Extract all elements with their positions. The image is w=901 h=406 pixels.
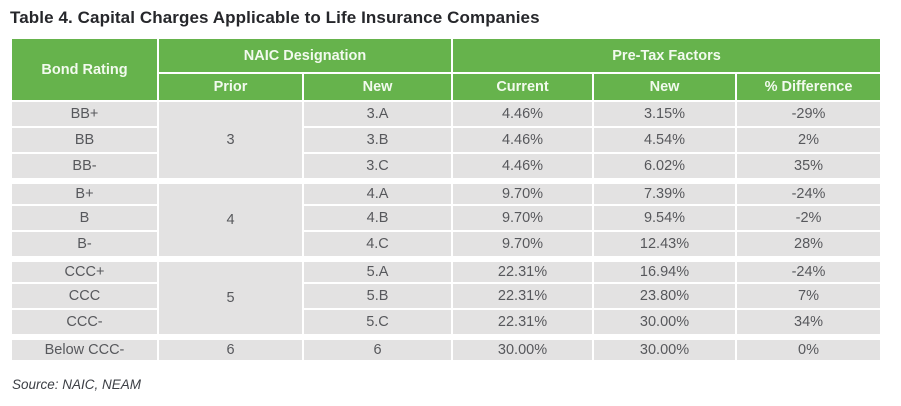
prior-designation-cell: 6: [159, 336, 302, 360]
table-body: [12, 102, 880, 360]
table-row: [12, 206, 880, 230]
naic-new-header: New: [304, 74, 451, 100]
pct-difference-cell: -24%: [737, 258, 880, 282]
bond-rating-cell: B: [12, 206, 157, 230]
new-factor-cell: 16.94%: [594, 258, 735, 282]
table-row: [12, 180, 880, 204]
current-header: Current: [453, 74, 592, 100]
capital-charges-table: [10, 37, 882, 362]
current-factor-cell: 9.70%: [453, 232, 592, 256]
prior-designation-cell: 5: [159, 258, 302, 334]
new-factor-cell: 30.00%: [594, 336, 735, 360]
pct-difference-header: % Difference: [737, 74, 880, 100]
naic-designation-header: NAIC Designation: [159, 39, 451, 72]
pct-difference-cell: 28%: [737, 232, 880, 256]
new-factor-cell: 23.80%: [594, 284, 735, 308]
table-row: [12, 154, 880, 178]
new-designation-cell: 3.C: [304, 154, 451, 178]
new-factor-cell: 3.15%: [594, 102, 735, 126]
pct-difference-cell: 34%: [737, 310, 880, 334]
current-factor-cell: 4.46%: [453, 102, 592, 126]
bond-rating-cell: CCC-: [12, 310, 157, 334]
current-factor-cell: 22.31%: [453, 258, 592, 282]
bond-rating-cell: B-: [12, 232, 157, 256]
new-designation-cell: 4.A: [304, 180, 451, 204]
bond-rating-cell: CCC+: [12, 258, 157, 282]
bond-rating-header: Bond Rating: [12, 39, 157, 100]
new-factor-header: New: [594, 74, 735, 100]
new-factor-cell: 12.43%: [594, 232, 735, 256]
new-designation-cell: 4.C: [304, 232, 451, 256]
table-row: [12, 102, 880, 126]
current-factor-cell: 4.46%: [453, 128, 592, 152]
bond-rating-cell: BB+: [12, 102, 157, 126]
new-factor-cell: 9.54%: [594, 206, 735, 230]
pct-difference-cell: 7%: [737, 284, 880, 308]
current-factor-cell: 9.70%: [453, 206, 592, 230]
current-factor-cell: 22.31%: [453, 284, 592, 308]
new-designation-cell: 3.A: [304, 102, 451, 126]
table-title: Table 4. Capital Charges Applicable to Life Insurance Companies: [10, 8, 540, 27]
prior-designation-cell: 3: [159, 102, 302, 178]
new-designation-cell: 6: [304, 336, 451, 360]
pct-difference-cell: 0%: [737, 336, 880, 360]
pretax-factors-header: Pre-Tax Factors: [453, 39, 880, 72]
bond-rating-cell: Below CCC-: [12, 336, 157, 360]
bond-rating-cell: CCC: [12, 284, 157, 308]
table-row: [12, 258, 880, 282]
new-factor-cell: 30.00%: [594, 310, 735, 334]
current-factor-cell: 9.70%: [453, 180, 592, 204]
new-designation-cell: 3.B: [304, 128, 451, 152]
current-factor-cell: 30.00%: [453, 336, 592, 360]
pct-difference-cell: 2%: [737, 128, 880, 152]
table-row: [12, 284, 880, 308]
pct-difference-cell: 35%: [737, 154, 880, 178]
table-row: [12, 336, 880, 360]
table-row: [12, 232, 880, 256]
bond-rating-cell: B+: [12, 180, 157, 204]
bond-rating-cell: BB: [12, 128, 157, 152]
current-factor-cell: 4.46%: [453, 154, 592, 178]
table-row: [12, 310, 880, 334]
pct-difference-cell: -2%: [737, 206, 880, 230]
new-designation-cell: 4.B: [304, 206, 451, 230]
table-header: [12, 39, 880, 100]
source-note: Source: NAIC, NEAM: [12, 377, 142, 392]
pct-difference-cell: -29%: [737, 102, 880, 126]
table-row: [12, 128, 880, 152]
new-designation-cell: 5.C: [304, 310, 451, 334]
group-header-row: [12, 39, 880, 72]
new-designation-cell: 5.B: [304, 284, 451, 308]
new-factor-cell: 6.02%: [594, 154, 735, 178]
prior-header: Prior: [159, 74, 302, 100]
new-factor-cell: 4.54%: [594, 128, 735, 152]
pct-difference-cell: -24%: [737, 180, 880, 204]
prior-designation-cell: 4: [159, 180, 302, 256]
new-designation-cell: 5.A: [304, 258, 451, 282]
bond-rating-cell: BB-: [12, 154, 157, 178]
new-factor-cell: 7.39%: [594, 180, 735, 204]
current-factor-cell: 22.31%: [453, 310, 592, 334]
